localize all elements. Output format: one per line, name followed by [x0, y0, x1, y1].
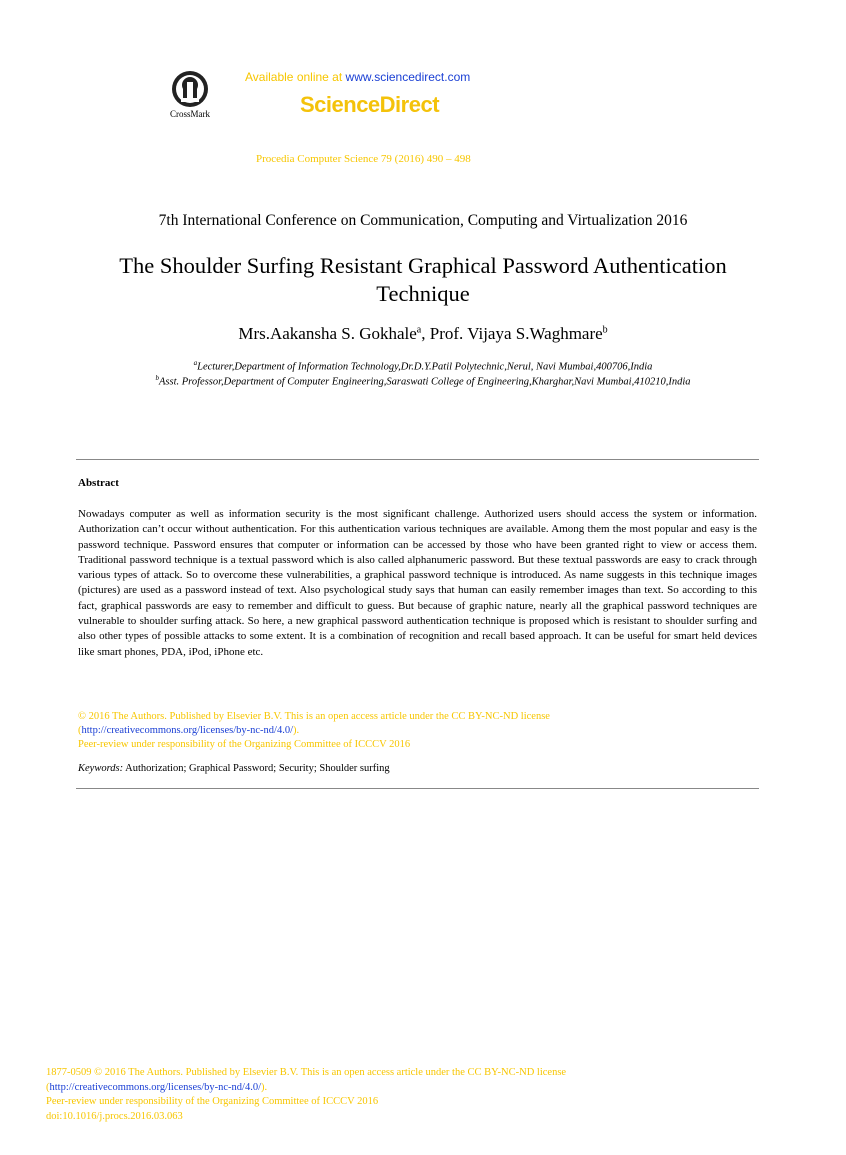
footer-license-link[interactable]: http://creativecommons.org/licenses/by-nc-nd/4.0/	[49, 1081, 262, 1093]
license-block	[78, 710, 550, 752]
crossmark-icon	[171, 70, 209, 108]
crossmark-badge[interactable]	[163, 70, 217, 119]
author-2: Prof. Vijaya S.Waghmare	[429, 324, 603, 343]
sciencedirect-logo: ScienceDirect	[300, 92, 440, 117]
footer-line-2	[46, 1081, 566, 1096]
footer-line-3: Peer-review under responsibility of the Organizing Committee of ICCCV 2016	[46, 1096, 379, 1107]
sciencedirect-link[interactable]: www.sciencedirect.com	[345, 70, 471, 84]
abstract-bottom-rule	[76, 788, 759, 789]
abstract-top-rule	[76, 459, 759, 460]
abstract-body: Nowadays computer as well as information security is the most significant challenge. Authorized users should access the system or information. Authorization can’t occur without authentication. For this authentication various techniques are available. Among them the most popular and easy is the password technique. Password ensures that computer or information can be accessed by those who have been granted right to view or access them. Traditional password technique is a textual password which is also called alphanumeric password. But these textual passwords are easy to crack through various types of attack. So to overcome these vulnerabilities, a graphical password technique is introduced. As name suggests in this technique images (pictures) are used as a password instead of text. Also psychological study says that human can easily remember images than text. So according to this fact, graphical passwords are easy to remember and difficult to guess. But because of graphic nature, nearly all the graphical password techniques are vulnerable to shoulder surfing attack. So here, a new graphical password authentication technique is proposed which is resistant to shoulder surfing and also other types of possible attacks to some extent. It is a combination of recognition and recall based approach. It can be useful for smart held devices like smart phones, PDA, iPod, iPhone etc.	[78, 508, 757, 658]
keywords-line	[78, 763, 390, 774]
author-1-affil-marker: a	[416, 324, 422, 336]
license-paren-close: ).	[293, 725, 300, 736]
license-line-2	[78, 724, 550, 738]
crossmark-label: CrossMark	[170, 109, 210, 119]
paper-title	[60, 252, 786, 308]
available-online-line	[245, 70, 470, 84]
abstract-heading: Abstract	[78, 477, 119, 489]
footer-block	[46, 1066, 566, 1124]
author-separator: ,	[421, 324, 430, 343]
footer-doi[interactable]: doi:10.1016/j.procs.2016.03.063	[46, 1110, 183, 1122]
footer-line-1: 1877-0509 © 2016 The Authors. Published by Elsevier B.V. This is an open access article under the CC BY-NC-ND license	[46, 1067, 567, 1078]
keywords-label: Keywords:	[78, 763, 124, 774]
affiliation-b-marker: b	[155, 374, 159, 382]
license-line-1: © 2016 The Authors. Published by Elsevier B.V. This is an open access article under the CC BY-NC-ND license	[78, 711, 550, 722]
affiliation-b	[0, 374, 846, 388]
author-1: Mrs.Aakansha S. Gokhale	[238, 324, 417, 343]
license-line-3: Peer-review under responsibility of the Organizing Committee of ICCCV 2016	[78, 739, 411, 750]
keywords-text: Authorization; Graphical Password; Security; Shoulder surfing	[123, 763, 390, 774]
footer-paren-open: (	[46, 1081, 50, 1093]
title-line-2: Technique	[376, 281, 470, 306]
available-prefix: Available online at	[245, 70, 346, 84]
conference-name: 7th International Conference on Communication, Computing and Virtualization 2016	[158, 212, 688, 229]
author-list	[0, 324, 846, 344]
affiliation-a	[0, 359, 846, 373]
license-paren-open: (	[78, 725, 82, 736]
license-link[interactable]: http://creativecommons.org/licenses/by-nc-nd/4.0/	[81, 725, 294, 736]
footer-paren-close: ).	[261, 1081, 268, 1093]
title-line-1: The Shoulder Surfing Resistant Graphical Password Authentication	[119, 253, 727, 278]
affiliation-a-text: Lecturer,Department of Information Technology,Dr.D.Y.Patil Polytechnic,Nerul, Navi Mumbai,400706,India	[197, 361, 653, 373]
affiliation-a-marker: a	[193, 359, 198, 367]
affiliation-b-text: Asst. Professor,Department of Computer Engineering,Saraswati College of Engineering,Kharghar,Navi Mumbai,410210,India	[159, 376, 691, 388]
author-2-affil-marker: b	[602, 324, 608, 336]
journal-citation: Procedia Computer Science 79 (2016) 490 – 498	[256, 153, 471, 165]
